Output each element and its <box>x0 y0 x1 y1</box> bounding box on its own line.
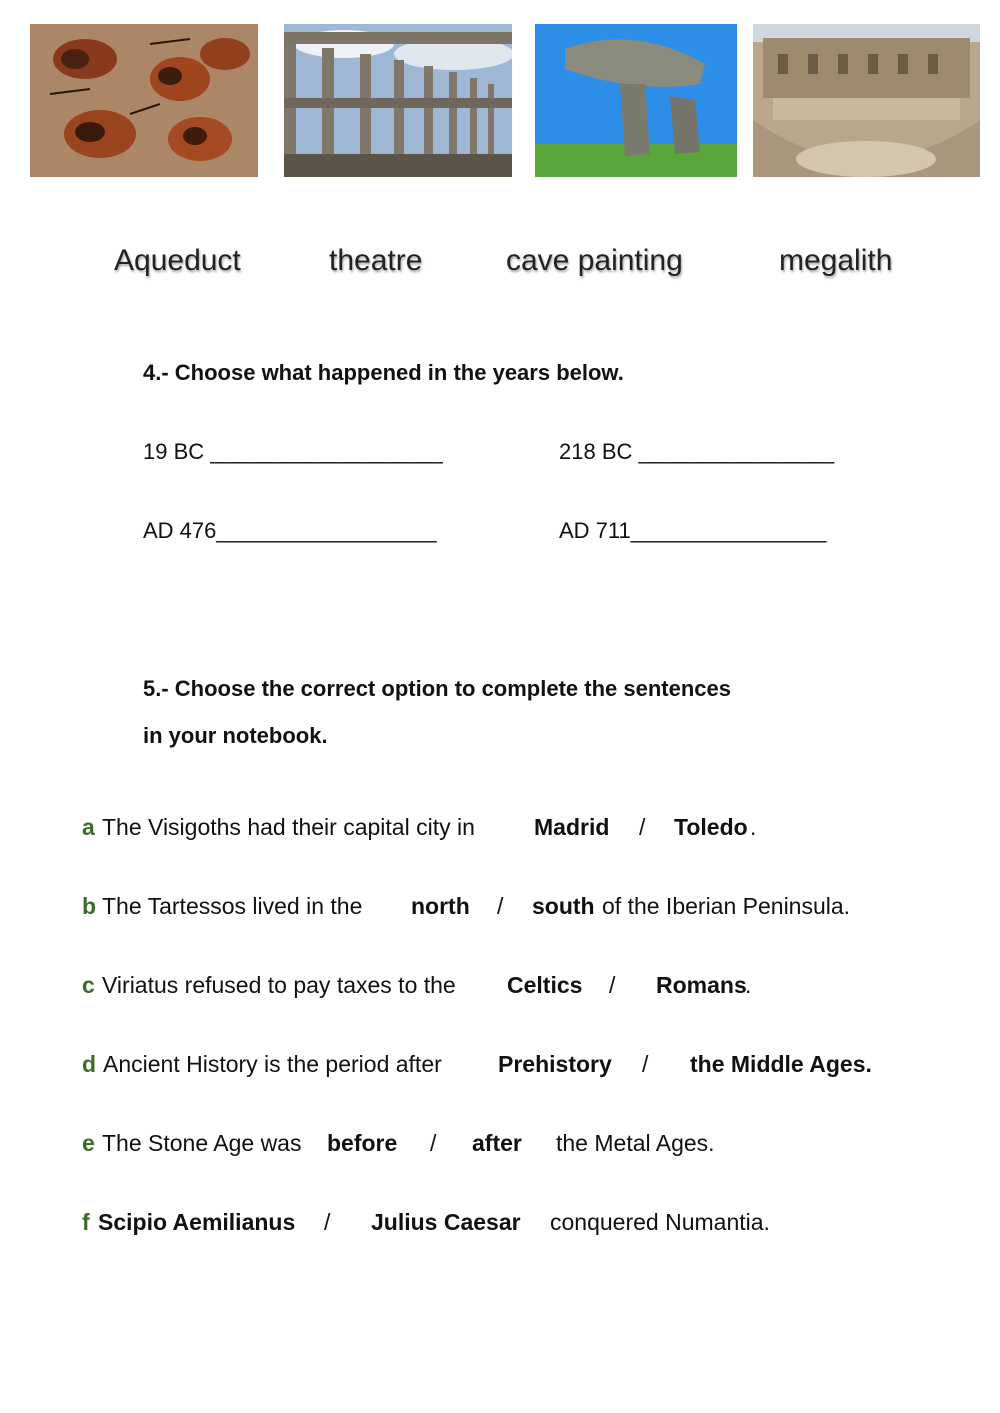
sentence-end: of the Iberian Peninsula. <box>602 893 851 919</box>
option-after[interactable]: after <box>472 1130 522 1156</box>
option-separator: / <box>324 1209 331 1235</box>
option-north[interactable]: north <box>411 893 470 919</box>
option-toledo[interactable]: Toledo <box>674 814 748 840</box>
option-romans[interactable]: Romans <box>656 972 747 998</box>
question-5-heading-line2: in your notebook. <box>143 723 328 748</box>
sentence-text: Viriatus refused to pay taxes to the <box>102 972 456 998</box>
aqueduct-photo <box>284 24 512 177</box>
option-separator: / <box>642 1051 649 1077</box>
sentence-letter: e <box>82 1130 95 1156</box>
question-4-heading: 4.- Choose what happened in the years below. <box>143 360 624 385</box>
sentence-end: the Metal Ages. <box>556 1130 715 1156</box>
year-218bc-blank[interactable]: 218 BC ________________ <box>559 439 835 464</box>
option-separator: / <box>497 893 504 919</box>
option-madrid[interactable]: Madrid <box>534 814 610 840</box>
sentence-letter: d <box>82 1051 97 1077</box>
option-scipio-aemilianus[interactable]: Scipio Aemilianus <box>98 1209 296 1235</box>
word-bank-item-theatre: theatre <box>329 244 423 277</box>
question-5-heading: 5.- Choose the correct option to complete the sentences <box>143 676 731 701</box>
option-prehistory[interactable]: Prehistory <box>498 1051 612 1077</box>
word-bank-item-cave-painting: cave painting <box>506 244 683 277</box>
year-19bc-blank[interactable]: 19 BC ___________________ <box>143 439 443 464</box>
sentence-end: conquered Numantia. <box>550 1209 770 1235</box>
sentence-letter: c <box>82 972 95 998</box>
option-separator: / <box>430 1130 437 1156</box>
sentence-text: The Stone Age was <box>102 1130 302 1156</box>
option-celtics[interactable]: Celtics <box>507 972 583 998</box>
theatre-photo <box>753 24 980 177</box>
megalith-photo <box>535 24 737 177</box>
option-julius-caesar[interactable]: Julius Caesar <box>371 1209 521 1235</box>
sentence-text: The Tartessos lived in the <box>102 893 363 919</box>
sentence-text: Ancient History is the period after <box>103 1051 442 1077</box>
option-south[interactable]: south <box>532 893 595 919</box>
option-before[interactable]: before <box>327 1130 398 1156</box>
option-separator: / <box>609 972 616 998</box>
word-bank-item-aqueduct: Aqueduct <box>114 244 241 277</box>
cave-painting-photo <box>30 24 258 177</box>
sentence-end: . <box>750 814 757 840</box>
sentence-letter: a <box>82 814 95 840</box>
sentence-text: The Visigoths had their capital city in <box>102 814 475 840</box>
sentence-letter: f <box>82 1209 90 1235</box>
sentence-letter: b <box>82 893 97 919</box>
sentence-end: . <box>745 972 752 998</box>
word-bank-item-megalith: megalith <box>779 244 893 277</box>
option-separator: / <box>639 814 646 840</box>
year-ad711-blank[interactable]: AD 711________________ <box>559 518 827 543</box>
option-the-middle-ages[interactable]: the Middle Ages. <box>690 1051 872 1077</box>
year-ad476-blank[interactable]: AD 476__________________ <box>143 518 437 543</box>
